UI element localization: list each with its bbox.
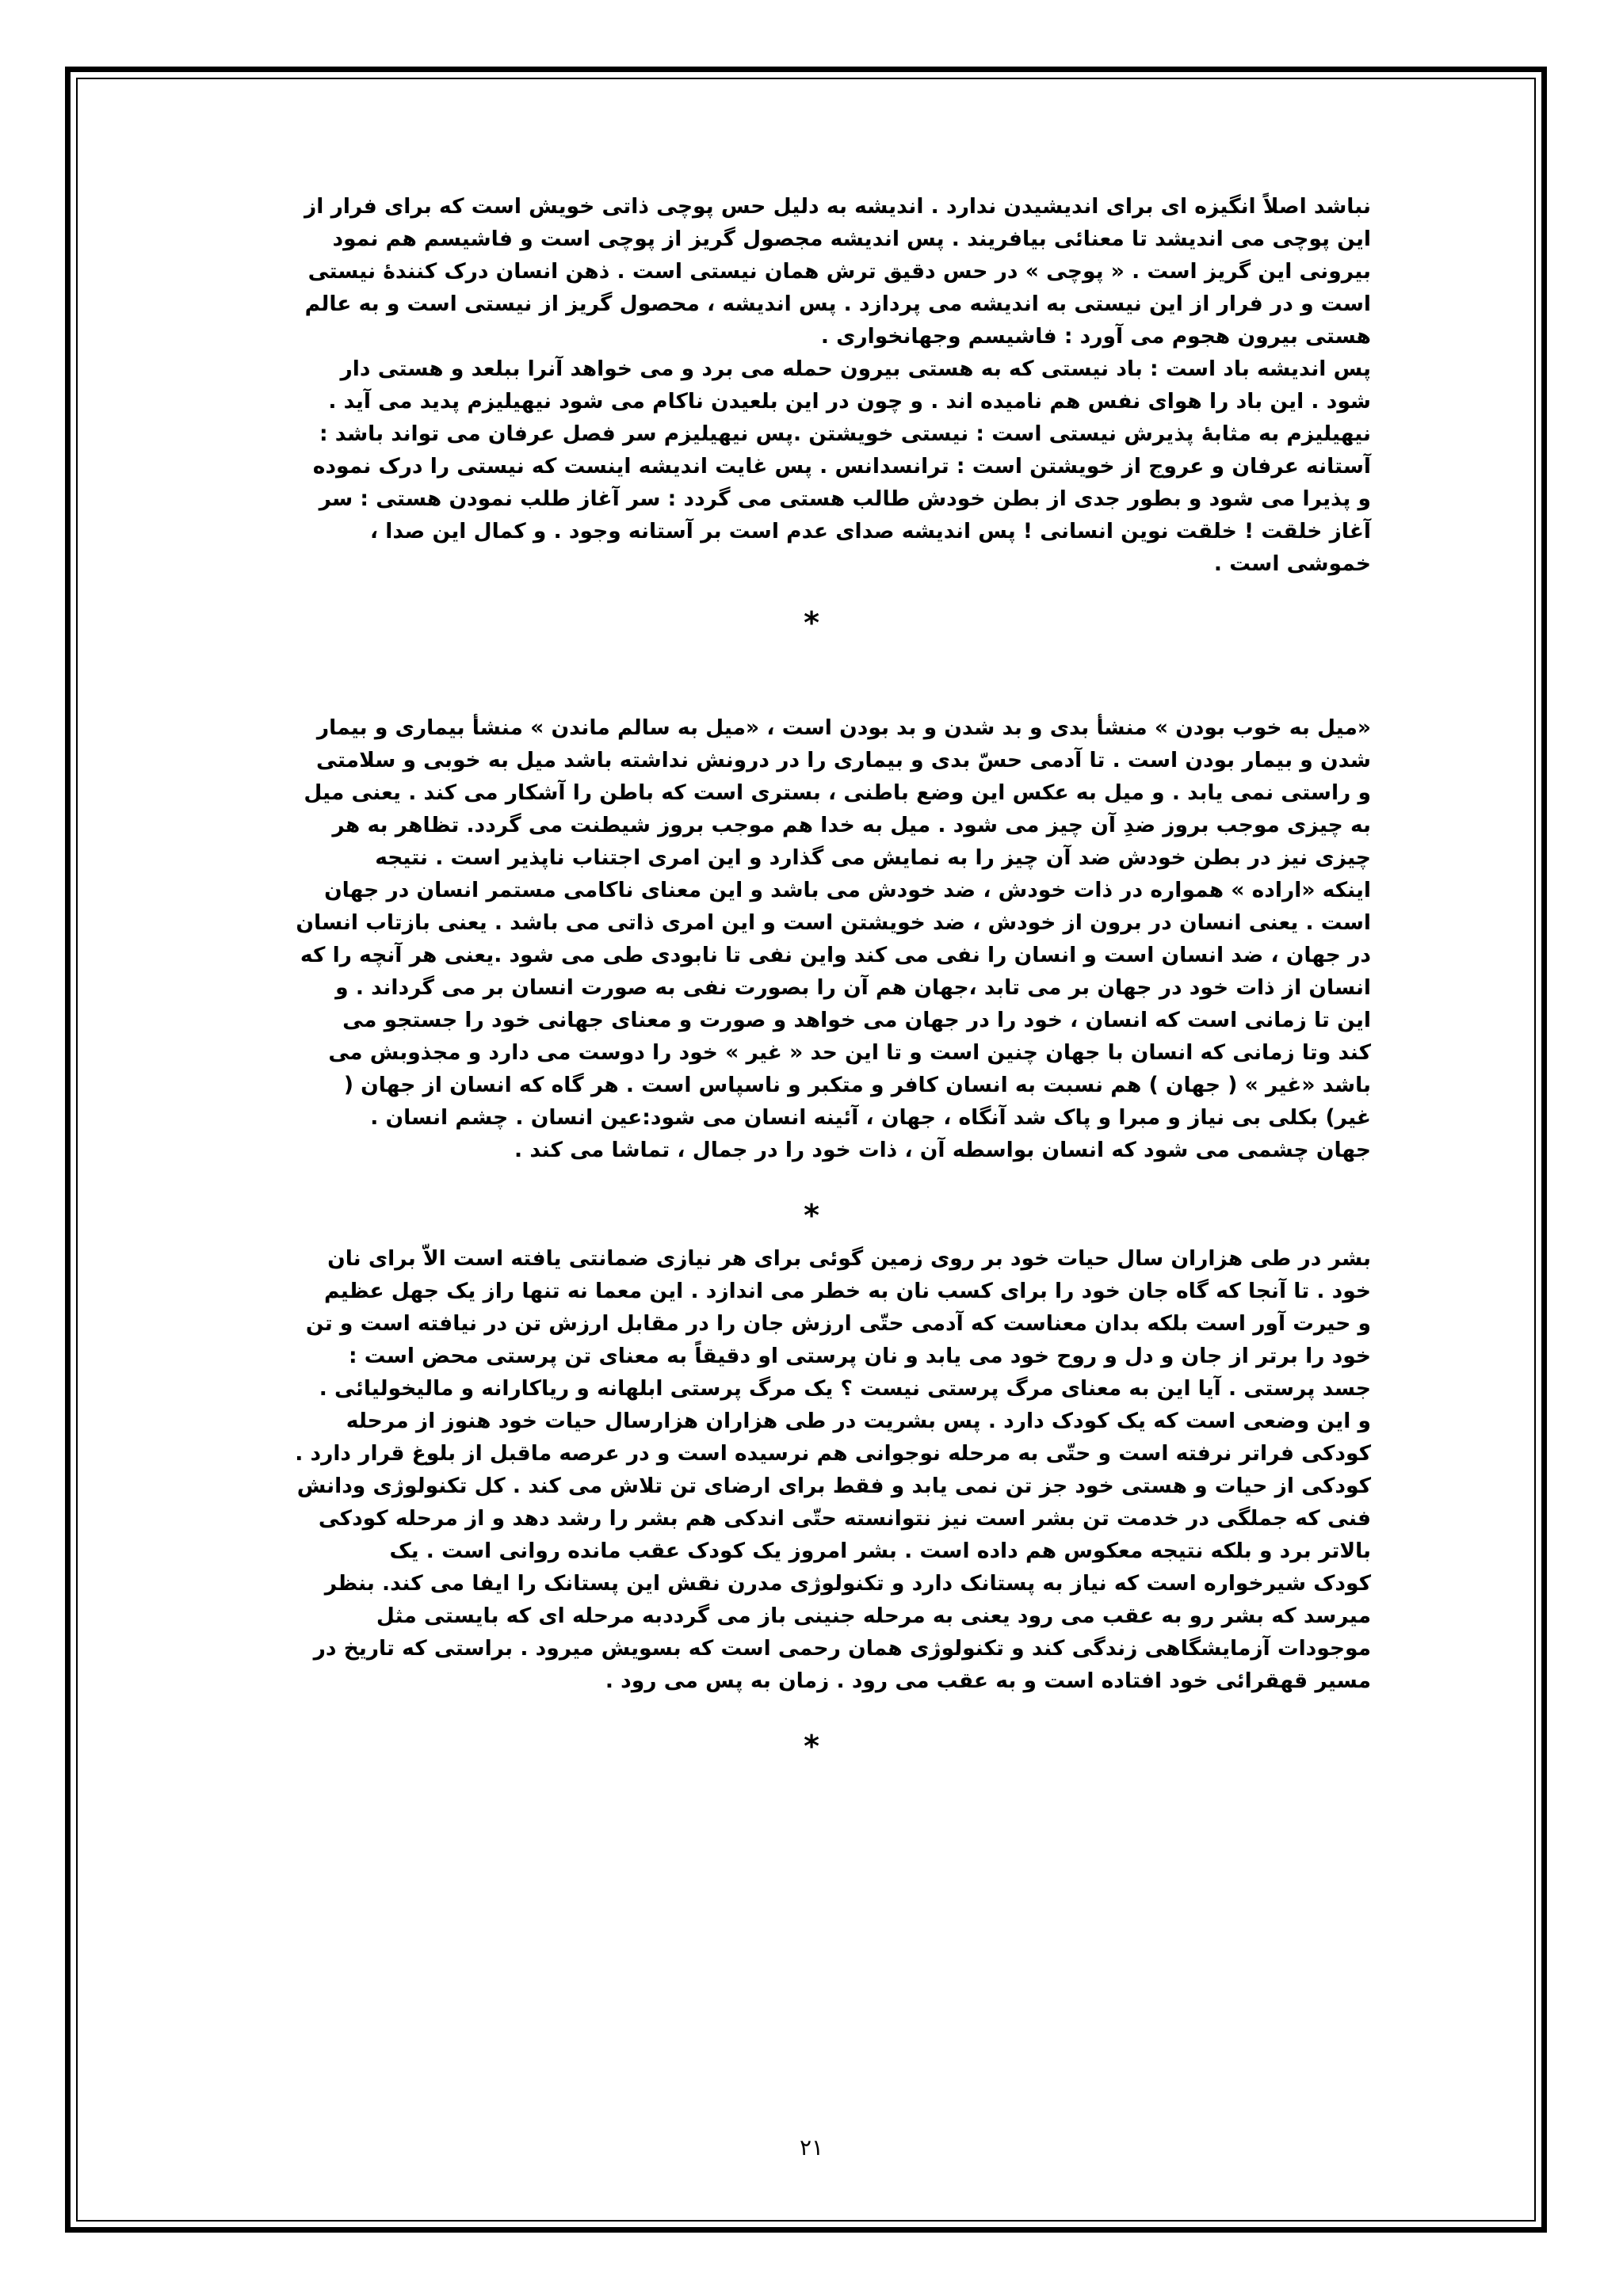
page-number: ۲۱	[799, 2134, 824, 2161]
section-separator: *	[804, 1729, 819, 1764]
section-separator: *	[804, 605, 819, 640]
document-body	[252, 190, 1371, 1762]
section-separator: *	[804, 1198, 819, 1233]
paragraph-2: پس اندیشه باد است : باد نیستی که به هستی بیرون حمله می برد و می خواهد آنرا ببلعد و هستی دار شود . این باد را هوای نفس هم نامیده اند . و چون در این بلعیدن ناکام می شود نیهیلیزم پدید می آید . نیهیلیزم به مثابهٔ پذیرش نیستی است : نیستی خویشتن .پس نیهیلیزم سر فصل عرفان می تواند باشد : آستانه عرفان و عروج از خویشتن است : ترانسدانس . پس غایت اندیشه اینست که نیستی را درک نموده و پذیرا می شود و بطور جدی از بطن خودش طالب هستی می گردد : سر آغاز طلب نمودن هستی : سر آغاز خلقت ! خلقت نوین انسانی ! پس اندیشه صدای عدم است بر آستانه وجود . و کمال این صدا ، خموشی است .	[312, 357, 1371, 576]
paragraph-3: «میل به خوب بودن » منشأ بدی و بد شدن و بد بودن است ، «میل به سالم ماندن » منشأ بیماری و بیمار شدن و بیمار بودن است . تا آدمی حسّ بدی و بیماری را در درونش نداشته باشد میل به خوبی و سلامتی و راستی نمی یابد . و میل به عکس این وضع باطنی ، بستری است که باطن را آشکار می کند . یعنی میل به چیزی موجب بروز ضدِ آن چیز می شود . میل به خدا هم موجب بروز شیطنت می گردد. تظاهر به هر چیزی نیز در بطن خودش ضد آن چیز را به نمایش می گذارد و این امری اجتناب ناپذیر است . نتیجه اینکه «اراده » همواره در ذات خودش ، ضد خودش می باشد و این معنای ناکامی مستمر انسان در جهان است . یعنی انسان در برون از خودش ، ضد خویشتن است و این امری ذاتی می باشد . یعنی بازتاب انسان در جهان ، ضد انسان است و انسان را نفی می کند واین نفی تا نابودی طی می شود .یعنی هر آنچه را که انسان از ذات خود در جهان بر می تابد ،جهان هم آن را بصورت نفی به صورت انسان بر می گرداند . و این تا زمانی است که انسان ، خود را در جهان می خواهد و صورت و معنای جهانی خود را جستجو می کند وتا زمانی که انسان با جهان چنین است و تا این حد « غیر » خود را دوست می دارد و مجذوبش می باشد «غیر » ( جهان ) هم نسبت به انسان کافر و متکبر و ناسپاس است . هر گاه که انسان از جهان ( غیر) بکلی بی نیاز و مبرا و پاک شد آنگاه ، جهان ، آئینه انسان می شود:عین انسان . چشم انسان . جهان چشمی می شود که انسان بواسطه آن ، ذات خود را در جمال ، تماشا می کند .	[296, 715, 1371, 1162]
paragraph-1: نباشد اصلاً انگیزه ای برای اندیشیدن ندارد . اندیشه به دلیل حس پوچی ذاتی خویش است که برای فرار از این پوچی می اندیشد تا معنائی بیافریند . پس اندیشه مجصول گریز از پوچی است و فاشیسم هم نمود بیرونی این گریز است . « پوچی » در حس دقیق ترش همان نیستی است . ذهن انسان درک کنندهٔ نیستی است و در فرار از این نیستی به اندیشه می پردازد . پس اندیشه ، محصول گریز از نیستی است و به عالم هستی بیرون هجوم می آورد : فاشیسم وجهانخواری .	[304, 194, 1371, 349]
paragraph-4: بشر در طی هزاران سال حیات خود بر روی زمین گوئی برای هر نیازی ضمانتی یافته است الاّ برای نان خود . تا آنجا که گاه جان خود را برای کسب نان به خطر می اندازد . این معما نه تنها راز یک جهل عظیم و حیرت آور است بلکه بدان معناست که آدمی حتّی ارزش جان را در مقابل ارزش تن در نیافته است و تن خود را برتر از جان و دل و روح خود می یابد و نان پرستی او دقیقاً به معنای تن پرستی محض است : جسد پرستی . آیا این به معنای مرگ پرستی نیست ؟ یک مرگ پرستی ابلهانه و ریاکارانه و مالیخولیائی . و این وضعی است که یک کودک دارد . پس بشریت در طی هزاران هزارسال حیات خود هنوز از مرحله کودکی فراتر نرفته است و حتّی به مرحله نوجوانی هم نرسیده است و در عرصه ماقبل از بلوغ قرار دارد . کودکی از حیات و هستی خود جز تن نمی یابد و فقط برای ارضای تن تلاش می کند . کل تکنولوژی ودانش فنی که جملگی در خدمت تن بشر است نیز نتوانسته حتّی اندکی هم بشر را رشد دهد و از مرحله کودکی بالاتر برد و بلکه نتیجه معکوس هم داده است . بشر امروز یک کودک عقب مانده روانی است . یک کودک شیرخواره است که نیاز به پستانک دارد و تکنولوژی مدرن نقش این پستانک را ایفا می کند. بنظر میرسد که بشر رو به عقب می رود یعنی به مرحله جنینی باز می گرددبه مرحله ای که بایستی مثل موجودات آزمایشگاهی زندگی کند و تکنولوژی همان رحمی است که بسویش میرود . براستی که تاریخ در مسیر قهقرائی خود افتاده است و به عقب می رود . زمان به پس می رود .	[295, 1246, 1371, 1693]
